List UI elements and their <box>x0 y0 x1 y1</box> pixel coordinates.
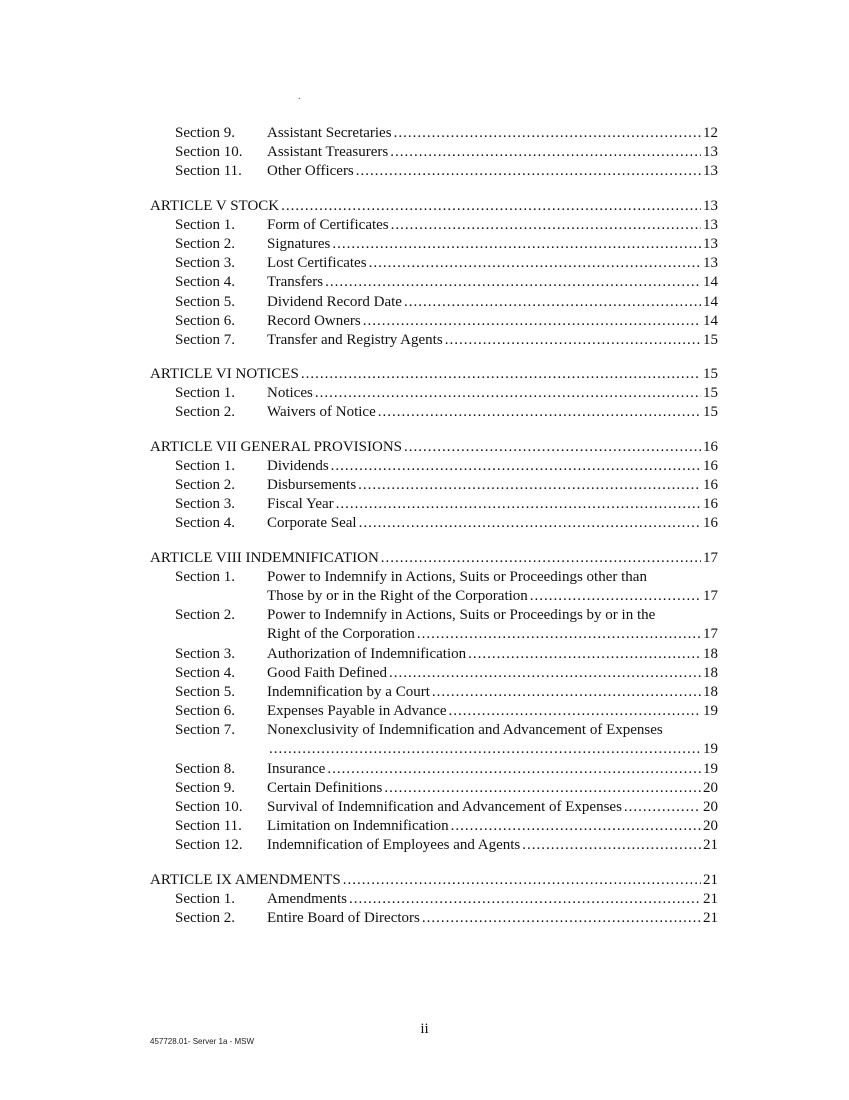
section-page: 15 <box>703 331 718 348</box>
toc-section-continuation <box>150 625 718 644</box>
section-title: Assistant Secretaries <box>267 125 392 141</box>
dot-leader <box>381 549 701 568</box>
article-title: ARTICLE VII GENERAL PROVISIONS <box>150 438 403 455</box>
toc-section-entry <box>150 514 718 533</box>
section-page: 21 <box>703 909 718 926</box>
section-number: Section 9. <box>175 779 235 796</box>
toc-article-entry <box>150 438 718 457</box>
section-title: Power to Indemnify in Actions, Suits or Proceedings by or in the <box>267 607 656 624</box>
dot-leader <box>432 683 701 702</box>
section-page: 19 <box>703 760 718 777</box>
toc-section-entry <box>150 235 718 254</box>
section-number: Section 10. <box>175 144 243 161</box>
section-title: Waivers of Notice <box>267 404 376 421</box>
section-number: Section 6. <box>175 703 235 720</box>
section-number: Section 3. <box>175 496 235 513</box>
dot-leader <box>417 625 701 644</box>
dot-leader <box>390 143 701 162</box>
dot-leader <box>384 779 701 798</box>
section-page: 19 <box>703 741 718 758</box>
dot-leader <box>530 587 701 606</box>
section-page: 14 <box>703 274 718 291</box>
toc-section-entry <box>150 312 718 331</box>
dot-leader <box>336 495 701 514</box>
dot-leader <box>301 365 701 384</box>
section-page: 16 <box>703 515 718 532</box>
section-title: Expenses Payable in Advance <box>267 703 447 720</box>
section-title: Entire Board of Directors <box>267 909 420 926</box>
section-number: Section 5. <box>175 683 235 700</box>
article-page: 17 <box>703 549 718 566</box>
section-title-continued: Right of the Corporation <box>267 626 415 643</box>
toc-section-entry <box>150 384 718 403</box>
section-number: Section 2. <box>175 909 235 926</box>
toc-section-continuation <box>150 740 718 759</box>
toc-section-entry <box>150 721 718 740</box>
dot-leader <box>394 124 701 143</box>
toc-section-entry <box>150 216 718 235</box>
section-title: Limitation on Indemnification <box>267 818 449 835</box>
toc-section-entry <box>150 683 718 702</box>
section-title: Signatures <box>267 235 331 252</box>
toc-section-entry <box>150 254 718 273</box>
section-page: 18 <box>703 683 718 700</box>
stray-dot-mark: . <box>298 91 301 102</box>
toc-section-entry <box>150 798 718 817</box>
toc-section-entry <box>150 273 718 292</box>
section-number: Section 2. <box>175 477 235 493</box>
toc-section-entry <box>150 817 718 836</box>
article-title: ARTICLE VI NOTICES <box>150 366 299 383</box>
section-number: Section 11. <box>175 818 242 835</box>
article-page: 16 <box>703 438 718 455</box>
article-page: 21 <box>703 871 718 888</box>
section-title: Indemnification by a Court <box>267 683 430 700</box>
section-page: 13 <box>703 216 718 233</box>
section-title: Authorization of Indemnification <box>267 645 467 662</box>
section-title: Amendments <box>267 890 347 907</box>
section-page: 17 <box>703 626 718 643</box>
article-title: ARTICLE VIII INDEMNIFICATION <box>150 549 379 566</box>
section-number: Section 4. <box>175 274 235 291</box>
section-number: Section 4. <box>175 515 235 532</box>
section-page: 19 <box>703 703 718 720</box>
section-title: Lost Certificates <box>267 255 367 272</box>
toc-section-entry <box>150 760 718 779</box>
section-title: Power to Indemnify in Actions, Suits or Proceedings other than <box>267 568 647 585</box>
section-title-continued: Those by or in the Right of the Corporation <box>267 587 528 604</box>
section-page: 16 <box>703 496 718 513</box>
toc-section-entry <box>150 143 718 162</box>
section-page: 15 <box>703 404 718 421</box>
dot-leader <box>369 254 701 273</box>
section-title: Dividends <box>267 457 329 474</box>
section-title: Indemnification of Employees and Agents <box>267 837 521 854</box>
dot-leader <box>522 836 701 855</box>
dot-leader <box>445 331 701 350</box>
section-page: 14 <box>703 293 718 310</box>
dot-leader <box>359 514 701 533</box>
toc-section-entry <box>150 779 718 798</box>
section-page: 20 <box>703 818 718 835</box>
toc-section-entry <box>150 890 718 909</box>
toc-section-entry <box>150 403 718 422</box>
toc-article-entry <box>150 549 718 568</box>
section-page: 18 <box>703 645 718 662</box>
document-id: 457728.01- Server 1a - MSW <box>150 1037 255 1046</box>
section-page: 14 <box>703 312 718 329</box>
section-page: 12 <box>703 125 718 141</box>
section-page: 13 <box>703 255 718 272</box>
section-page: 13 <box>703 144 718 161</box>
article-page: 15 <box>703 366 718 383</box>
section-title: Fiscal Year <box>267 496 334 513</box>
toc-section-entry <box>150 568 718 587</box>
toc-section-entry <box>150 457 718 476</box>
dot-leader <box>327 760 701 779</box>
section-number: Section 8. <box>175 760 235 777</box>
section-title: Assistant Treasurers <box>267 144 389 161</box>
section-title: Transfers <box>267 274 324 291</box>
section-number: Section 4. <box>175 664 235 681</box>
section-title: Notices <box>267 385 313 402</box>
dot-leader <box>349 890 701 909</box>
section-page: 18 <box>703 664 718 681</box>
table-of-contents <box>150 124 718 928</box>
article-page: 13 <box>703 197 718 214</box>
section-title: Nonexclusivity of Indemnification and Advancement of Expenses <box>267 722 663 739</box>
dot-leader <box>281 197 701 216</box>
dot-leader <box>356 162 701 181</box>
section-page: 16 <box>703 477 718 493</box>
dot-leader <box>468 645 701 664</box>
section-title: Dividend Record Date <box>267 293 402 310</box>
toc-section-entry <box>150 909 718 928</box>
section-page: 21 <box>703 890 718 907</box>
section-page: 16 <box>703 457 718 474</box>
toc-section-continuation <box>150 587 718 606</box>
section-title: Insurance <box>267 760 326 777</box>
toc-section-entry <box>150 645 718 664</box>
section-page: 20 <box>703 799 718 815</box>
section-number: Section 7. <box>175 722 235 739</box>
section-number: Section 1. <box>175 457 235 474</box>
dot-leader <box>378 403 701 422</box>
dot-leader <box>404 293 701 312</box>
section-number: Section 6. <box>175 312 235 329</box>
section-number: Section 3. <box>175 645 235 662</box>
toc-section-entry <box>150 664 718 683</box>
dot-leader <box>325 273 701 292</box>
section-page: 13 <box>703 163 718 180</box>
toc-section-entry <box>150 162 718 181</box>
article-title: ARTICLE V STOCK <box>150 197 280 214</box>
section-title: Certain Definitions <box>267 779 383 796</box>
dot-leader <box>343 871 701 890</box>
section-page: 15 <box>703 385 718 402</box>
section-page: 17 <box>703 587 718 604</box>
section-number: Section 7. <box>175 331 235 348</box>
section-number: Section 1. <box>175 568 235 585</box>
section-number: Section 1. <box>175 385 235 402</box>
section-page: 21 <box>703 837 718 854</box>
section-title: Corporate Seal <box>267 515 357 532</box>
toc-article-entry <box>150 197 718 216</box>
dot-leader <box>422 909 701 928</box>
toc-section-entry <box>150 124 718 143</box>
section-number: Section 10. <box>175 799 243 815</box>
article-title: ARTICLE IX AMENDMENTS <box>150 871 341 888</box>
toc-section-entry <box>150 495 718 514</box>
section-title: Transfer and Registry Agents <box>267 331 443 348</box>
toc-article-entry <box>150 365 718 384</box>
dot-leader <box>332 235 701 254</box>
section-title: Form of Certificates <box>267 216 389 233</box>
toc-section-entry <box>150 476 718 495</box>
section-number: Section 2. <box>175 607 235 624</box>
toc-section-entry <box>150 331 718 350</box>
dot-leader <box>449 702 701 721</box>
section-number: Section 2. <box>175 404 235 421</box>
section-number: Section 9. <box>175 125 235 141</box>
section-number: Section 12. <box>175 837 243 854</box>
dot-leader <box>391 216 701 235</box>
section-number: Section 1. <box>175 216 235 233</box>
section-number: Section 2. <box>175 235 235 252</box>
section-title: Good Faith Defined <box>267 664 387 681</box>
toc-section-entry <box>150 606 718 625</box>
dot-leader <box>451 817 701 836</box>
dot-leader <box>331 457 701 476</box>
toc-section-entry <box>150 702 718 721</box>
section-title: Survival of Indemnification and Advancement of Expenses <box>267 799 622 815</box>
dot-leader <box>389 664 701 683</box>
section-number: Section 11. <box>175 163 242 180</box>
section-title: Record Owners <box>267 312 361 329</box>
dot-leader <box>358 476 701 495</box>
dot-leader <box>404 438 701 457</box>
dot-leader <box>363 312 701 331</box>
toc-section-entry <box>150 836 718 855</box>
dot-leader <box>315 384 701 403</box>
dot-leader <box>624 798 701 817</box>
section-number: Section 1. <box>175 890 235 907</box>
dot-leader <box>269 740 701 759</box>
section-number: Section 5. <box>175 293 235 310</box>
toc-section-entry <box>150 293 718 312</box>
page-number: ii <box>420 1021 429 1037</box>
section-page: 13 <box>703 235 718 252</box>
section-title: Disbursements <box>267 477 357 493</box>
toc-article-entry <box>150 871 718 890</box>
section-page: 20 <box>703 779 718 796</box>
section-number: Section 3. <box>175 255 235 272</box>
section-title: Other Officers <box>267 163 354 180</box>
